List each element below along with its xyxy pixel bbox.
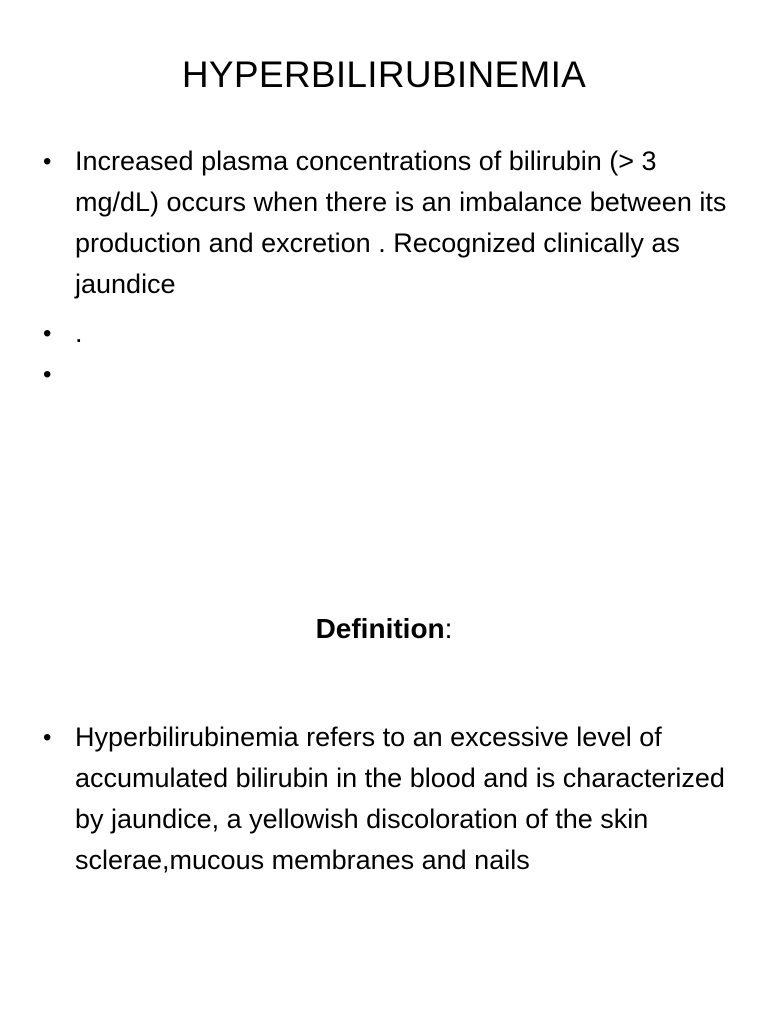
definition-bullet-list [0,717,768,881]
intro-bullet-list [0,141,768,395]
definition-heading-label: Definition [315,613,445,644]
bullet-icon: • [43,724,52,751]
bullet-item [0,141,768,305]
bullet-text: Increased plasma concentrations of bilirubin (> 3 mg/dL) occurs when there is an imbalance between its production and excretion . Recognized clinically as jaundice [75,146,727,299]
bullet-icon: • [43,320,52,347]
bullet-item [0,354,768,395]
definition-heading [0,609,768,649]
bullet-icon: • [43,361,52,388]
bullet-text: Hyperbilirubinemia refers to an excessive level of accumulated bilirubin in the blood and is characterized by jaundice, a yellowish discoloration of the skin sclerae,mucous membranes and nails [75,722,725,875]
bullet-item [0,313,768,354]
bullet-icon: • [43,148,52,175]
bullet-item [0,717,768,881]
slide-title: HYPERBILIRUBINEMIA [181,54,587,95]
definition-heading-colon: : [444,613,453,644]
bullet-text: . [75,318,83,348]
